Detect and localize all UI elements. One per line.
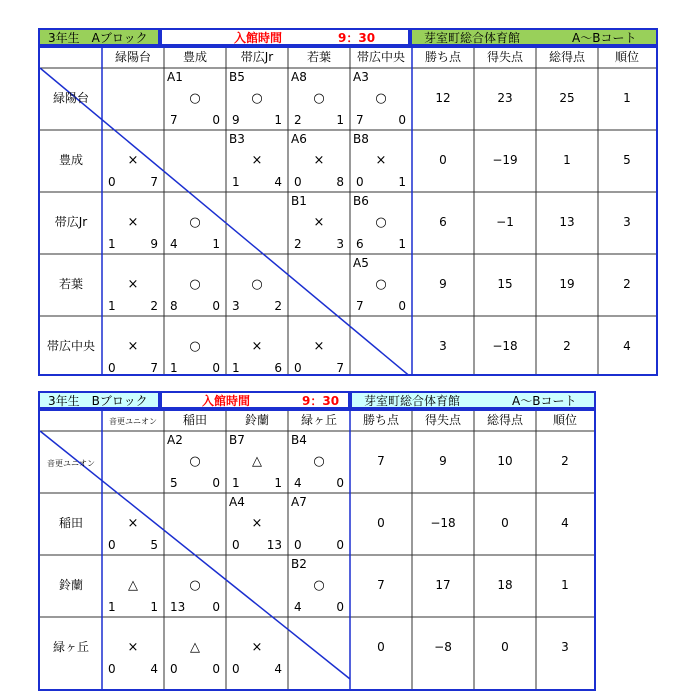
stats-header: 得失点 [486, 50, 523, 64]
own-score: 1 [108, 237, 116, 251]
opp-score: 7 [150, 175, 158, 189]
stat-value: 6 [439, 215, 447, 229]
stat-value: 7 [377, 454, 385, 468]
result-mark: × [375, 153, 387, 168]
own-score: 0 [108, 361, 116, 375]
stat-value: 0 [501, 516, 509, 530]
result-mark: ○ [251, 277, 263, 292]
results-table [38, 409, 596, 691]
own-score: 0 [294, 361, 302, 375]
result-mark: ○ [189, 578, 201, 593]
stat-value: 25 [559, 91, 575, 105]
opp-score: 0 [212, 476, 220, 490]
game-id: A4 [229, 495, 245, 509]
opp-score: 8 [336, 175, 344, 189]
result-mark: ○ [313, 578, 325, 593]
stat-value: 15 [497, 277, 513, 291]
own-score: 2 [294, 113, 302, 127]
own-score: 1 [108, 299, 116, 313]
game-id: B2 [291, 557, 307, 571]
stat-value: 2 [563, 339, 571, 353]
opp-score: 7 [150, 361, 158, 375]
result-mark: ○ [313, 454, 325, 469]
own-score: 0 [232, 538, 240, 552]
opp-score: 4 [150, 662, 158, 676]
own-score: 7 [356, 113, 364, 127]
opp-score: 0 [212, 299, 220, 313]
own-score: 0 [108, 175, 116, 189]
opp-score: 0 [336, 476, 344, 490]
game-id: A3 [353, 70, 369, 84]
result-mark: × [127, 215, 139, 230]
own-score: 7 [170, 113, 178, 127]
stat-value: 5 [623, 153, 631, 167]
column-team-name: 豊成 [182, 50, 207, 64]
result-mark: ○ [189, 91, 201, 106]
venue-header [350, 391, 596, 409]
game-id: B8 [353, 132, 369, 146]
opp-score: 4 [274, 175, 282, 189]
result-mark: × [313, 339, 325, 354]
result-mark: × [127, 153, 139, 168]
stat-value: 1 [563, 153, 571, 167]
own-score: 7 [356, 299, 364, 313]
row-team-name: 若葉 [58, 277, 83, 291]
row-team-name: 帯広Jr [54, 215, 88, 229]
game-id: A5 [353, 256, 369, 270]
own-score: 5 [170, 476, 178, 490]
own-score: 0 [108, 662, 116, 676]
opp-score: 5 [150, 538, 158, 552]
stat-value: −18 [492, 339, 518, 353]
opp-score: 1 [336, 113, 344, 127]
stat-value: 1 [561, 578, 569, 592]
block-title [38, 391, 160, 409]
own-score: 4 [170, 237, 178, 251]
stat-value: 23 [497, 91, 513, 105]
stat-value: 13 [559, 215, 575, 229]
result-mark: × [251, 339, 263, 354]
opp-score: 3 [336, 237, 344, 251]
stats-header: 勝ち点 [424, 50, 461, 64]
stats-header: 勝ち点 [362, 413, 399, 427]
own-score: 3 [232, 299, 240, 313]
own-score: 1 [170, 361, 178, 375]
result-mark: △ [190, 640, 200, 655]
row-team-name: 鈴蘭 [58, 578, 83, 592]
opp-score: 1 [150, 600, 158, 614]
result-mark: △ [128, 578, 138, 593]
result-mark: × [127, 277, 139, 292]
stat-value: −19 [492, 153, 518, 167]
game-id: A8 [291, 70, 307, 84]
own-score: 8 [170, 299, 178, 313]
result-mark: ○ [375, 215, 387, 230]
stat-value: 0 [377, 516, 385, 530]
own-score: 0 [170, 662, 178, 676]
own-score: 1 [232, 476, 240, 490]
time-value: 9：30 [338, 31, 376, 45]
own-score: 0 [356, 175, 364, 189]
column-team-name: 鈴蘭 [244, 413, 269, 427]
stat-value: 7 [377, 578, 385, 592]
opp-score: 2 [274, 299, 282, 313]
result-mark: × [127, 516, 139, 531]
opp-score: 0 [336, 600, 344, 614]
result-mark: ○ [313, 91, 325, 106]
stat-value: 3 [439, 339, 447, 353]
column-team-name: 若葉 [306, 50, 331, 64]
opp-score: 6 [274, 361, 282, 375]
opp-score: 1 [398, 175, 406, 189]
stat-value: 9 [439, 454, 447, 468]
row-team-name: 豊成 [58, 153, 83, 167]
stat-value: 1 [623, 91, 631, 105]
own-score: 6 [356, 237, 364, 251]
own-score: 4 [294, 600, 302, 614]
block-title-text: 3年生 Bブロック [48, 394, 148, 408]
stat-value: 10 [497, 454, 513, 468]
stat-value: 4 [561, 516, 569, 530]
opp-score: 2 [150, 299, 158, 313]
block-b [38, 391, 596, 691]
result-mark: × [313, 153, 325, 168]
stat-value: 19 [559, 277, 575, 291]
column-team-name: 稲田 [182, 413, 207, 427]
stats-header: 総得点 [486, 413, 523, 427]
opp-score: 7 [336, 361, 344, 375]
row-team-name: 稲田 [58, 516, 83, 530]
opp-score: 1 [212, 237, 220, 251]
time-label: 入館時間 [234, 31, 283, 45]
own-score: 9 [232, 113, 240, 127]
result-mark: × [251, 516, 263, 531]
result-mark: × [127, 339, 139, 354]
results-table [38, 46, 658, 376]
opp-score: 1 [274, 476, 282, 490]
row-team-name: 緑ヶ丘 [52, 640, 89, 654]
result-mark: ○ [189, 339, 201, 354]
own-score: 0 [294, 538, 302, 552]
own-score: 0 [232, 662, 240, 676]
venue-name: 芽室町総合体育館 [424, 31, 521, 45]
column-team-name: 緑ヶ丘 [300, 413, 337, 427]
court-name: A～Bコート [512, 394, 577, 408]
column-team-name: 帯広Jr [240, 50, 274, 64]
result-mark: ○ [189, 277, 201, 292]
game-id: B5 [229, 70, 245, 84]
stat-value: 12 [435, 91, 451, 105]
column-team-name: 音更ユニオン [109, 417, 157, 426]
stat-value: 2 [623, 277, 631, 291]
game-id: B1 [291, 194, 307, 208]
own-score: 0 [294, 175, 302, 189]
stat-value: 3 [623, 215, 631, 229]
opp-score: 9 [150, 237, 158, 251]
opp-score: 0 [336, 538, 344, 552]
stat-value: 0 [377, 640, 385, 654]
game-id: B3 [229, 132, 245, 146]
own-score: 2 [294, 237, 302, 251]
block-a [38, 28, 658, 376]
row-team-name: 帯広中央 [46, 339, 95, 353]
stat-value: 17 [435, 578, 451, 592]
row-team-name: 音更ユニオン [47, 459, 95, 468]
venue-header [410, 28, 658, 46]
game-id: A2 [167, 433, 183, 447]
result-mark: ○ [375, 277, 387, 292]
own-score: 4 [294, 476, 302, 490]
column-team-name: 緑陽台 [114, 50, 151, 64]
stats-header: 得失点 [424, 413, 461, 427]
stats-header: 順位 [614, 50, 639, 64]
game-id: A6 [291, 132, 307, 146]
stat-value: 0 [501, 640, 509, 654]
result-mark: ○ [189, 215, 201, 230]
column-team-name: 帯広中央 [356, 50, 405, 64]
opp-score: 0 [398, 299, 406, 313]
opp-score: 1 [274, 113, 282, 127]
result-mark: △ [252, 454, 262, 469]
opp-score: 0 [212, 361, 220, 375]
game-id: A1 [167, 70, 183, 84]
stat-value: 0 [439, 153, 447, 167]
stat-value: 4 [623, 339, 631, 353]
own-score: 1 [232, 175, 240, 189]
stat-value: 9 [439, 277, 447, 291]
result-mark: ○ [251, 91, 263, 106]
court-name: A～Bコート [572, 31, 637, 45]
result-mark: × [251, 640, 263, 655]
game-id: B6 [353, 194, 369, 208]
own-score: 0 [108, 538, 116, 552]
own-score: 1 [108, 600, 116, 614]
stats-header: 総得点 [548, 50, 585, 64]
own-score: 1 [232, 361, 240, 375]
time-header [160, 28, 410, 46]
opp-score: 4 [274, 662, 282, 676]
game-id: A7 [291, 495, 307, 509]
opp-score: 13 [266, 538, 282, 552]
result-mark: × [251, 153, 263, 168]
block-title [38, 28, 160, 46]
game-id: B4 [291, 433, 307, 447]
opp-score: 0 [212, 600, 220, 614]
time-value: 9：30 [302, 394, 340, 408]
stat-value: −18 [430, 516, 456, 530]
stat-value: 2 [561, 454, 569, 468]
time-label: 入館時間 [202, 394, 251, 408]
opp-score: 1 [398, 237, 406, 251]
stat-value: −8 [434, 640, 452, 654]
result-mark: × [313, 215, 325, 230]
stat-value: 3 [561, 640, 569, 654]
result-mark: ○ [375, 91, 387, 106]
venue-name: 芽室町総合体育館 [364, 394, 461, 408]
opp-score: 0 [212, 662, 220, 676]
stat-value: 18 [497, 578, 513, 592]
row-team-name: 緑陽台 [52, 91, 89, 105]
time-header [160, 391, 350, 409]
opp-score: 0 [398, 113, 406, 127]
result-mark: × [127, 640, 139, 655]
result-mark: ○ [189, 454, 201, 469]
block-title-text: 3年生 Aブロック [48, 31, 148, 45]
game-id: B7 [229, 433, 245, 447]
own-score: 13 [170, 600, 186, 614]
stats-header: 順位 [552, 413, 577, 427]
opp-score: 0 [212, 113, 220, 127]
stat-value: −1 [496, 215, 514, 229]
